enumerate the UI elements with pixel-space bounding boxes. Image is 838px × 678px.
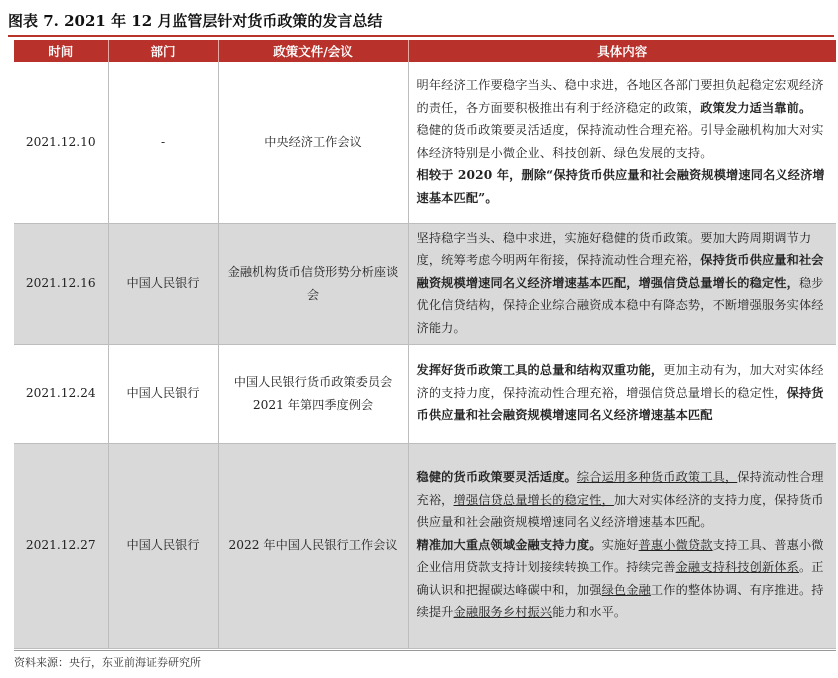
content-bold-text: 发挥好货币政策工具的总量和结构双重功能，	[416, 363, 664, 378]
underlined-text: 金融服务乡村振兴	[453, 605, 553, 620]
cell-time: 2021.12.24	[14, 344, 108, 443]
content-bold-text: 保持货币供应量和社会融资规模增速同名义经济增速基本匹配	[416, 385, 824, 423]
underlined-text: 综合运用多种货币政策工具，	[576, 469, 738, 484]
cell-dept: -	[108, 62, 218, 223]
content-bold-text: 政策发力适当靠前。	[700, 100, 812, 115]
content-bold-text: 相较于 2020 年，删除“保持货币供应量和社会融资规模增速同名义经济增速基本匹配”。	[416, 168, 825, 205]
policy-table	[14, 40, 836, 649]
content-text: 能力和水平。	[552, 605, 627, 620]
cell-dept: 中国人民银行	[108, 344, 218, 443]
title-divider	[8, 35, 834, 37]
figure-title: 图表 7. 2021 年 12 月监管层针对货币政策的发言总结	[8, 12, 383, 30]
underlined-text: 绿色金融	[601, 582, 651, 597]
cell-time: 2021.12.27	[14, 443, 108, 648]
table-row	[14, 443, 836, 648]
cell-doc: 2022 年中国人民银行工作会议	[218, 443, 408, 648]
cell-dept: 中国人民银行	[108, 443, 218, 648]
underlined-text: 普惠小微贷款	[638, 537, 713, 552]
table-row	[14, 344, 836, 443]
content-text: 工作的整体协调、有序推进。持续提升	[416, 582, 824, 620]
content-bold-text: 保持货币供应量和社会融资规模增速同名义经济增速基本匹配，增强信贷总量增长的稳定性，	[416, 253, 824, 290]
cell-doc: 中国人民银行货币政策委员会 2021 年第四季度例会	[218, 344, 408, 443]
cell-content	[408, 344, 836, 443]
content-text: 。正确认识和把握碳达峰碳中和，加强	[416, 560, 824, 597]
cell-dept: 中国人民银行	[108, 223, 218, 344]
content-text: 坚持稳字当头、稳中求进，实施好稳健的货币政策。要加大跨周期调节力度，统筹考虑今明两年衔接，保持流动性合理充裕，	[416, 230, 812, 268]
content-text: 实施好	[601, 537, 639, 552]
header-doc: 政策文件/会议	[218, 40, 408, 62]
content-bold-text: 精准加大重点领域金融支持力度。	[416, 537, 602, 552]
content-text: 保持流动性合理充裕，	[416, 469, 824, 507]
cell-time: 2021.12.10	[14, 62, 108, 223]
table-header-row	[14, 40, 836, 62]
cell-time: 2021.12.16	[14, 223, 108, 344]
table-row	[14, 62, 836, 223]
content-text: 支持工具、普惠小微企业信用贷款支持计划接续转换工作。持续完善	[416, 537, 824, 575]
header-dept: 部门	[108, 40, 218, 62]
underlined-text: 增强信贷总量增长的稳定性，	[453, 492, 614, 507]
cell-doc: 金融机构货币信贷形势分析座谈会	[218, 223, 408, 344]
source-note: 资料来源：央行，东亚前海证券研究所	[14, 656, 201, 669]
content-text: 稳健的货币政策要灵活适度，保持流动性合理充裕。引导金融机构加大对实体经济特别是小微企业、科技创新、绿色发展的支持。	[416, 123, 824, 160]
cell-content	[408, 223, 836, 344]
content-text: 稳步优化信贷结构，保持企业综合融资成本稳中有降态势，不断增强服务实体经济能力。	[416, 275, 824, 335]
header-content: 具体内容	[408, 40, 836, 62]
cell-content	[408, 62, 836, 223]
cell-doc: 中央经济工作会议	[218, 62, 408, 223]
content-text: 明年经济工作要稳字当头、稳中求进，各地区各部门要担负起稳定宏观经济的责任，各方面要积极推出有利于经济稳定的政策，	[416, 77, 824, 115]
content-text: 加大对实体经济的支持力度，保持货币供应量和社会融资规模增速同名义经济增速基本匹配。	[416, 492, 824, 530]
table-row	[14, 223, 836, 344]
underlined-text: 金融支持科技创新体系	[675, 560, 799, 575]
table-bottom-divider	[14, 650, 836, 651]
content-text: 更加主动有为，加大对实体经济的支持力度，保持流动性合理充裕，增强信贷总量增长的稳定性，	[416, 363, 824, 400]
cell-content	[408, 443, 836, 648]
content-bold-text: 稳健的货币政策要灵活适度。	[416, 469, 577, 484]
header-time: 时间	[14, 40, 108, 62]
